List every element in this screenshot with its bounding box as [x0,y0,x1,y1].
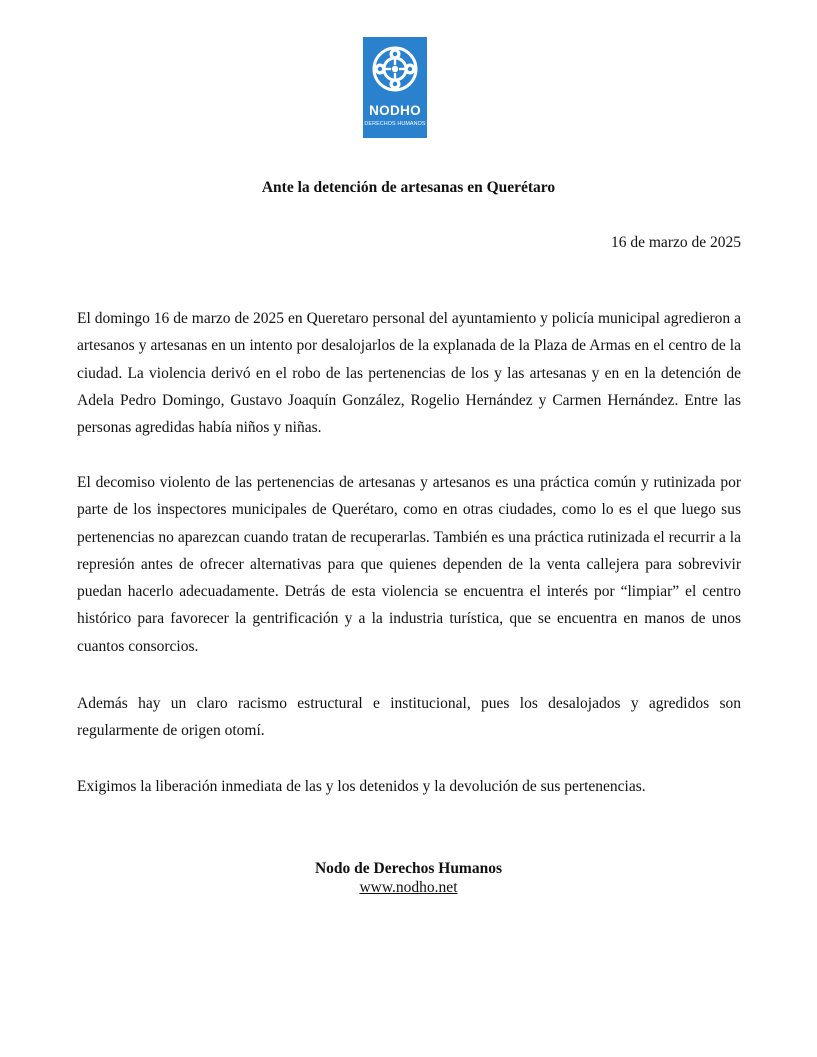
paragraph-1: El domingo 16 de marzo de 2025 en Queretaro personal del ayuntamiento y policía municipal agredieron a artesanos y artesanas en un intento por desalojarlos de la explanada de la Plaza de Armas en el centro de la ciudad. La violencia derivó en el robo de las pertenencias de los y las artesanas y en en la detención de Adela Pedro Domingo, Gustavo Joaquín González, Rogelio Hernández y Carmen Hernández. Entre las personas agredidas había niños y niñas. [77,310,741,437]
paragraph-2: El decomiso violento de las pertenencias de artesanas y artesanos es una práctica común y rutinizada por parte de los inspectores municipales de Querétaro, como en otras ciudades, como lo es el que luego sus pertenencias no aparezcan cuando tratan de recuperarlas. También es una práctica rutinizada el recurrir a la represión antes de ofrecer alternativas para que quienes dependen de la venta callejera para sobrevivir puedan hacerlo adecuadamente. Detrás de esta violencia se encuentra el interés por “limpiar” el centro histórico para favorecer la gentrificación y a la industria turística, que se encuentra en manos de unos cuantos consorcios. [77,474,741,655]
logo-subtitle: DERECHOS HUMANOS [364,121,426,127]
document-title: Ante la detención de artesanas en Querétaro [261,179,556,196]
signature: Nodo de Derechos Humanos [314,860,502,877]
document-date: 16 de marzo de 2025 [611,234,741,251]
paragraph-3: Además hay un claro racismo estructural e institucional, pues los desalojados y agredidos son regularmente de origen otomí. [77,695,741,740]
nodho-logo [363,37,427,138]
paragraph-4: Exigimos la liberación inmediata de las y los detenidos y la devolución de sus pertenencias. [77,778,646,795]
website [0,878,817,898]
logo-name: NODHO [369,103,421,118]
nodho-network-logo-icon [369,43,421,95]
website-link[interactable]: www.nodho.net [359,879,458,896]
